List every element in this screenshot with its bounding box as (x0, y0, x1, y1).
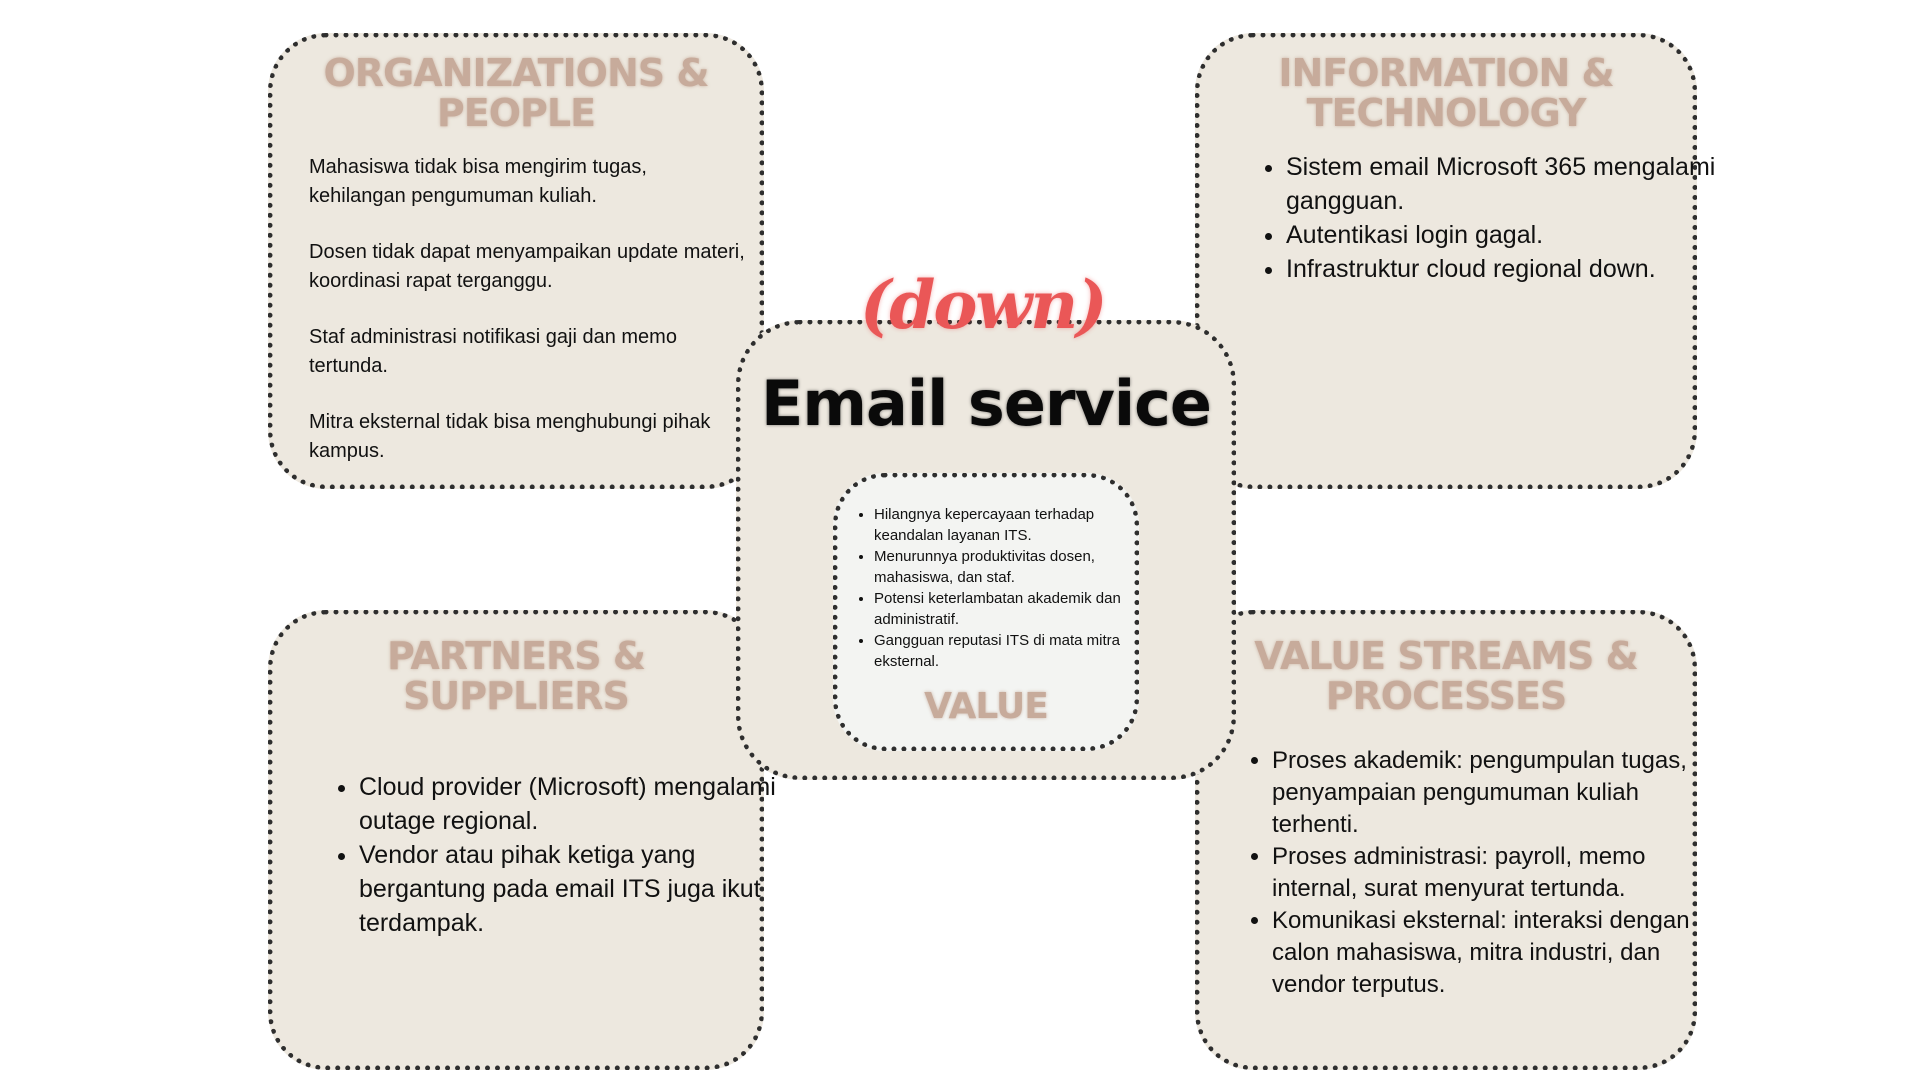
organizations-people-content (309, 153, 749, 493)
list-item: • Menurunnya produktivitas dosen, mahasiswa, dan staf. (874, 546, 1144, 588)
partners-suppliers-list (293, 770, 789, 940)
list-item: • Komunikasi eksternal: interaksi dengan calon mahasiswa, mitra industri, dan vendor terputus. (1272, 905, 1712, 1001)
value-streams-processes-box (1195, 610, 1697, 1070)
impact-paragraph: Dosen tidak dapat menyampaikan update materi, koordinasi rapat terganggu. (309, 241, 745, 292)
information-technology-title (1200, 53, 1692, 133)
impact-paragraph: Mahasiswa tidak bisa mengirim tugas, kehilangan pengumuman kuliah. (309, 156, 647, 207)
impact-paragraph: Staf administrasi notifikasi gaji dan memo tertunda. (309, 326, 677, 377)
list-item: • Vendor atau pihak ketiga yang bergantung pada email ITS juga ikut terdampak. (359, 838, 789, 940)
title-line: INFORMATION & (1278, 51, 1614, 95)
list-item: • Cloud provider (Microsoft) mengalami outage regional. (359, 770, 789, 838)
value-streams-processes-title (1200, 636, 1692, 716)
list-item: • Autentikasi login gagal. (1286, 218, 1726, 252)
partners-suppliers-title (273, 636, 759, 716)
organizations-people-title (273, 53, 759, 133)
list-item: • Sistem email Microsoft 365 mengalami gangguan. (1286, 150, 1726, 218)
list-item: • Gangguan reputasi ITS di mata mitra eksternal. (874, 630, 1144, 672)
title-line: PEOPLE (436, 91, 596, 135)
list-item: • Infrastruktur cloud regional down. (1286, 252, 1726, 286)
organizations-people-box (268, 33, 764, 489)
value-box (833, 473, 1139, 751)
center-service-box (736, 320, 1236, 780)
partners-suppliers-box (268, 610, 776, 1070)
status-tag-down: (down) (860, 266, 1106, 344)
list-item: • Proses akademik: pengumpulan tugas, penyampaian pengumuman kuliah terhenti. (1272, 745, 1712, 841)
title-line: TECHNOLOGY (1306, 91, 1586, 135)
title-line: PROCESSES (1325, 674, 1567, 718)
value-streams-processes-list (1214, 745, 1712, 1001)
service-title: Email service (761, 367, 1211, 440)
title-line: PARTNERS & (386, 634, 645, 678)
value-list (852, 504, 1144, 672)
impact-paragraph: Mitra eksternal tidak bisa menghubungi pihak kampus. (309, 411, 711, 462)
title-line: VALUE STREAMS & (1254, 634, 1638, 678)
title-line: SUPPLIERS (403, 674, 629, 718)
value-title: VALUE (924, 686, 1048, 727)
list-item: • Hilangnya kepercayaan terhadap keandalan layanan ITS. (874, 504, 1144, 546)
list-item: • Proses administrasi: payroll, memo internal, surat menyurat tertunda. (1272, 841, 1712, 905)
information-technology-list (1230, 150, 1726, 286)
list-item: • Potensi keterlambatan akademik dan administratif. (874, 588, 1144, 630)
title-line: ORGANIZATIONS & (323, 51, 709, 95)
information-technology-box (1195, 33, 1716, 489)
